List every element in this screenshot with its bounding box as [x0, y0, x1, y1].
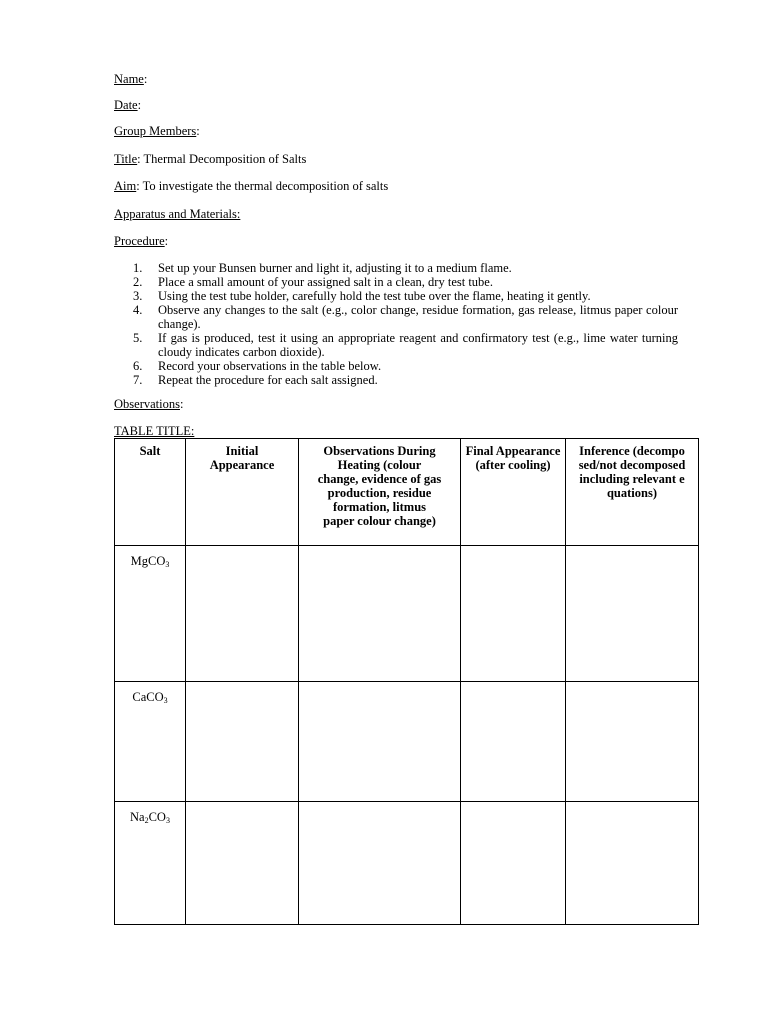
- salt-cell: CaCO$_3$: [115, 682, 186, 802]
- table-title-label: TABLE TITLE:: [114, 424, 195, 438]
- table-title-field: [114, 424, 194, 438]
- inference-cell[interactable]: [566, 802, 699, 925]
- heating-observations-cell[interactable]: [299, 546, 461, 682]
- procedure-step: 6. Record your observations in the table below.: [133, 359, 382, 373]
- observations-table: [114, 438, 699, 925]
- observations-heading: Observations:: [114, 397, 184, 411]
- heating-observations-cell[interactable]: [299, 682, 461, 802]
- title-label: Title: [114, 152, 138, 166]
- inference-cell[interactable]: [566, 682, 699, 802]
- name-field: Name:: [114, 72, 148, 86]
- apparatus-field: [114, 207, 240, 221]
- heating-observations-cell[interactable]: [299, 802, 461, 925]
- aim-label: Aim: [114, 179, 137, 193]
- apparatus-label: Apparatus and Materials:: [114, 207, 241, 221]
- salt-cell: $Na_2CO_3$: [115, 802, 186, 925]
- procedure-step: 3. Using the test tube holder, carefully hold the test tube over the flame, heating it gently.: [133, 289, 591, 303]
- procedure-step: 4. Observe any changes to the salt (e.g., color change, residue formation, gas release, litmus paper colour change).: [133, 303, 678, 331]
- inference-cell[interactable]: [566, 546, 699, 682]
- procedure-list: [133, 261, 678, 387]
- final-appearance-cell[interactable]: [461, 802, 566, 925]
- table-row: [115, 682, 699, 802]
- header-initial-appearance: Initial Appearance: [186, 439, 299, 546]
- table-row: [115, 802, 699, 925]
- date-label: Date: [114, 98, 138, 112]
- header-salt: Salt: [115, 439, 186, 546]
- procedure-step: 1. Set up your Bunsen burner and light it, adjusting it to a medium flame.: [133, 261, 512, 275]
- group-members-field: Group Members:: [114, 124, 200, 138]
- header-inference: Inference (decomposed/not decomposed including relevant equations): [566, 439, 699, 546]
- procedure-step: 5. If gas is produced, test it using an appropriate reagent and confirmatory test (e.g., lime water turning cloudy indicates carbon dioxide).: [133, 331, 678, 359]
- initial-appearance-cell[interactable]: [186, 802, 299, 925]
- procedure-label: Procedure: [114, 234, 165, 248]
- final-appearance-cell[interactable]: [461, 682, 566, 802]
- initial-appearance-cell[interactable]: [186, 682, 299, 802]
- aim-value: To investigate the thermal decomposition of salts: [142, 179, 389, 193]
- aim-field: Aim: To investigate the thermal decomposition of salts: [114, 179, 389, 193]
- table-row: [115, 546, 699, 682]
- name-label: Name: [114, 72, 144, 86]
- group-members-label: Group Members: [114, 124, 197, 138]
- table-header-row: [115, 439, 699, 546]
- final-appearance-cell[interactable]: [461, 546, 566, 682]
- observations-label: Observations: [114, 397, 180, 411]
- procedure-heading: Procedure:: [114, 234, 169, 248]
- initial-appearance-cell[interactable]: [186, 546, 299, 682]
- procedure-step: 7. Repeat the procedure for each salt assigned.: [133, 373, 378, 387]
- salt-cell: MgCO$_3$: [115, 546, 186, 682]
- header-observations-during-heating: Observations During Heating (colour change, evidence of gas production, residue formation, litmus paper colour change): [299, 439, 461, 546]
- procedure-step: 2. Place a small amount of your assigned salt in a clean, dry test tube.: [133, 275, 493, 289]
- title-field: Title: Thermal Decomposition of Salts: [114, 152, 307, 166]
- title-value: Thermal Decomposition of Salts: [143, 152, 307, 166]
- date-field: Date:: [114, 98, 142, 112]
- header-final-appearance: Final Appearance (after cooling): [461, 439, 566, 546]
